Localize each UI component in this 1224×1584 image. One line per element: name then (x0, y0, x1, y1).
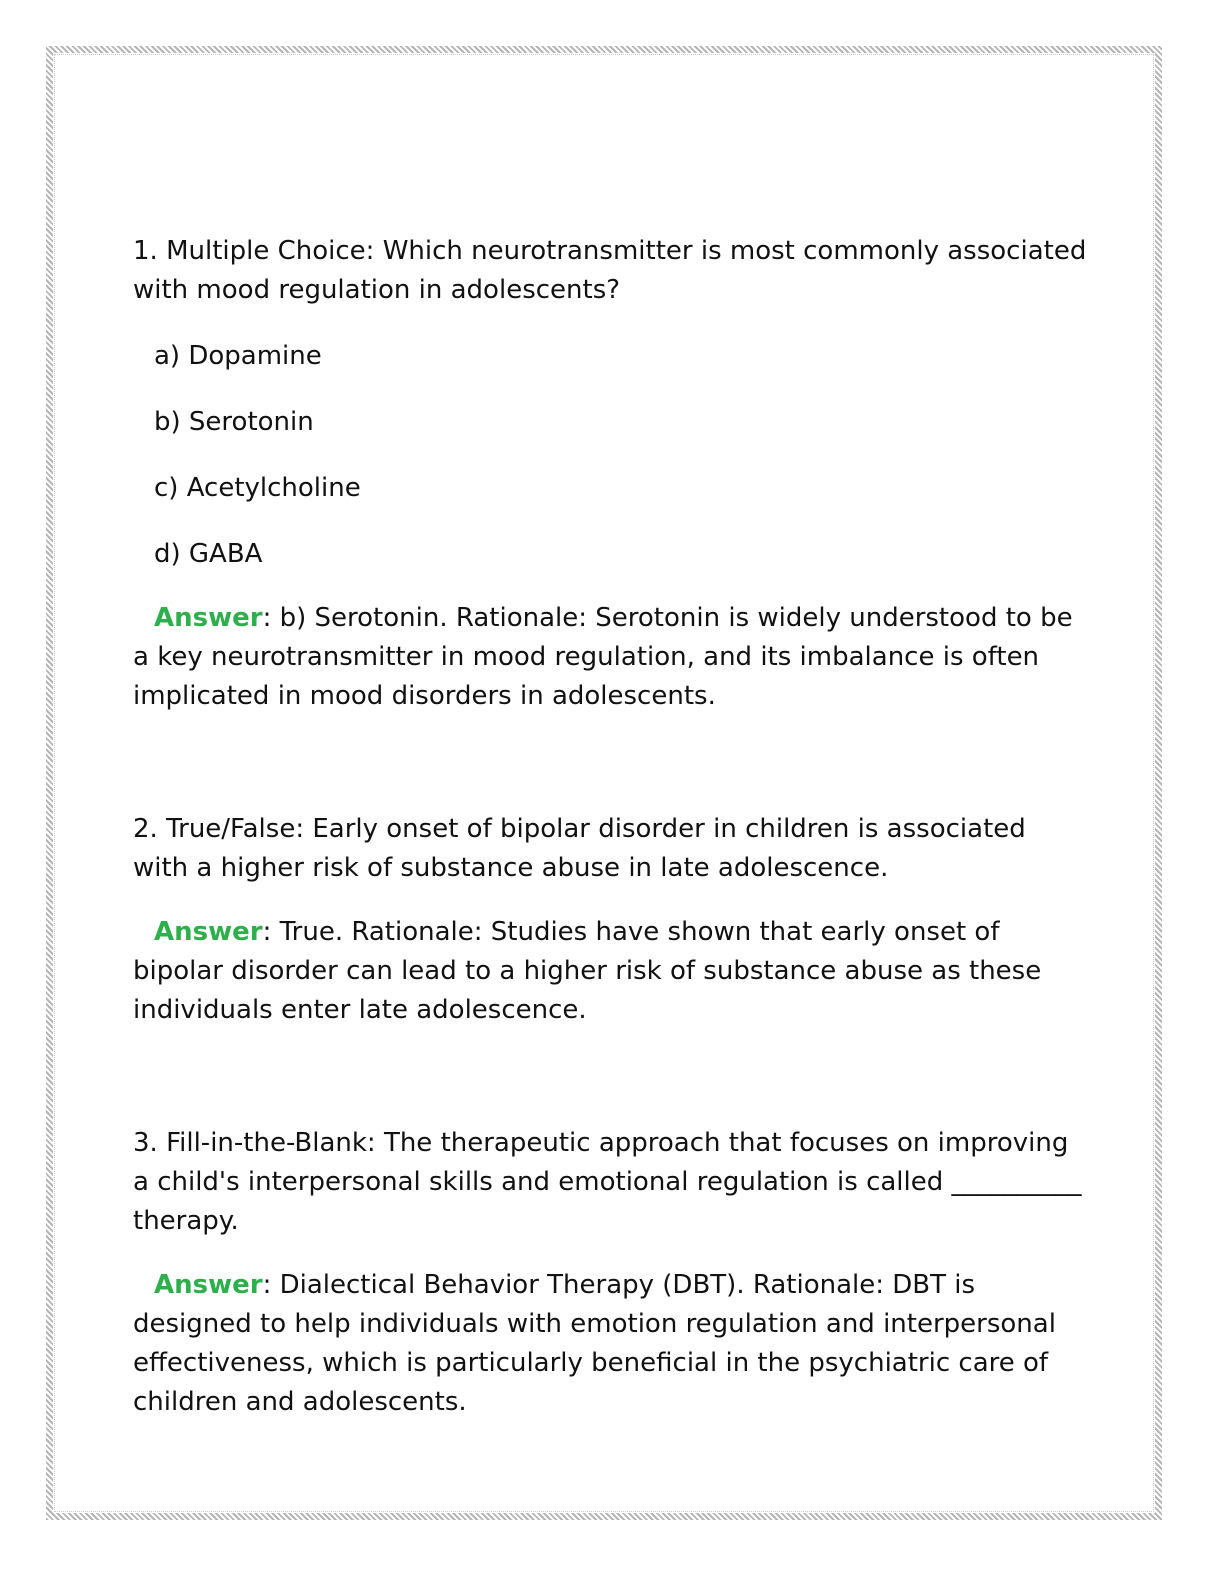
document-content (133, 232, 1088, 1422)
option-a: a) Dopamine (154, 341, 322, 371)
answer-text: : Dialectical Behavior Therapy (DBT). Rationale: DBT is designed to help individuals with emotion regulation and interpersonal effectiveness, which is particularly beneficial in the psychiatric care of children and adolescents. (133, 1270, 1056, 1417)
question-3-answer (133, 1266, 1088, 1422)
option-c: c) Acetylcholine (154, 473, 361, 503)
question-1-text: 1. Multiple Choice: Which neurotransmitter is most commonly associated with mood regulation in adolescents? (133, 236, 1087, 305)
answer-text: : True. Rationale: Studies have shown that early onset of bipolar disorder can lead to a higher risk of substance abuse as these individuals enter late adolescence. (133, 917, 1042, 1025)
question-2 (133, 810, 1088, 1030)
option-b: b) Serotonin (154, 407, 314, 437)
answer-label: Answer (154, 603, 263, 633)
answer-label: Answer (154, 917, 263, 947)
question-1-answer (133, 599, 1088, 716)
answer-text: : b) Serotonin. Rationale: Serotonin is widely understood to be a key neurotransmitter in mood regulation, and its imbalance is often implicated in mood disorders in adolescents. (133, 603, 1073, 711)
question-2-text: 2. True/False: Early onset of bipolar disorder in children is associated with a higher risk of substance abuse in late adolescence. (133, 814, 1026, 883)
question-1 (133, 232, 1088, 716)
question-1-options (133, 337, 1088, 574)
option-d: d) GABA (154, 539, 263, 569)
question-3 (133, 1124, 1088, 1422)
question-2-answer (133, 913, 1088, 1030)
question-3-text: 3. Fill-in-the-Blank: The therapeutic approach that focuses on improving a child's interpersonal skills and emotional regulation is called __________ therapy. (133, 1128, 1082, 1236)
answer-label: Answer (154, 1270, 263, 1300)
